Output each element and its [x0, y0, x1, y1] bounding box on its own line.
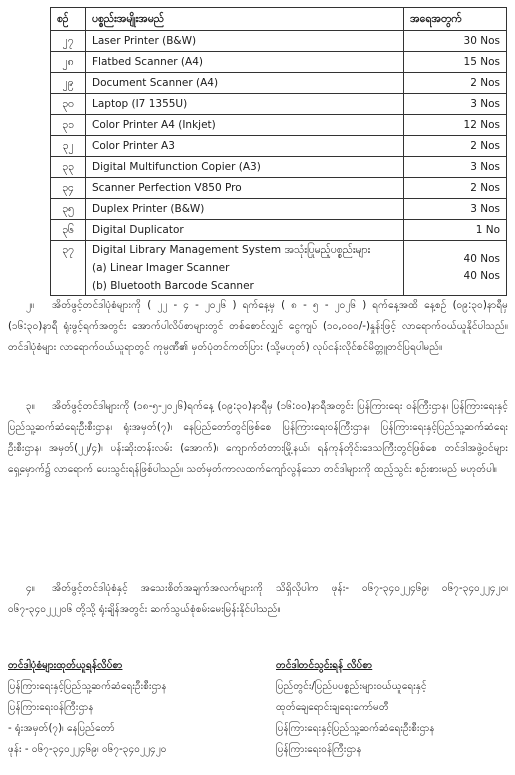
row-item-name: Color Printer A3	[86, 136, 404, 157]
row-serial: ၃၄	[51, 178, 86, 199]
row-quantity: 3 Nos	[404, 157, 507, 178]
row-item-name: Document Scanner (A4)	[86, 73, 404, 94]
footer-purchase-title: တင်ဒါပုံစံများထုတ်ယူရန်လိပ်စာ	[8, 660, 123, 671]
row-serial: ၂၇	[51, 31, 86, 52]
row-serial: ၂၉	[51, 73, 86, 94]
row-serial: ၃၂	[51, 136, 86, 157]
table-row	[51, 52, 507, 73]
paragraph-number: ၂။	[26, 300, 35, 311]
row-quantity-b: 40 Nos	[463, 270, 500, 282]
row-quantity	[404, 241, 507, 296]
row-quantity: 2 Nos	[404, 178, 507, 199]
footer-purchase-line: ဖုန်း - ၀၆၇-၃၄၀၂၂၄၆၉၊ ၀၆၇-၃၄၀၂၂၄၂၀	[8, 744, 167, 755]
row-item-heading: Digital Library Management System အသုံးပြုမည့်ပစ္စည်းများ	[92, 244, 371, 256]
row-serial: ၃၅	[51, 199, 86, 220]
row-item-name: Digital Multifunction Copier (A3)	[86, 157, 404, 178]
paragraph-submission	[8, 396, 508, 480]
row-sub-item-a: (a) Linear Imager Scanner	[92, 262, 230, 274]
footer-submission-line: ပြည်တွင်း/ပြည်ပပစ္စည်းများဝယ်ယူရေးနှင့်	[276, 681, 427, 692]
paragraph-text: အိတ်ဖွင့်တင်ဒါပုံစံများကို ( ၂၂ - ၄ - ၂၀၂၆ ) ရက်နေ့မှ ( ၈ - ၅ - ၂၀၂၆ ) ရက်နေ့အထိ နေ့စဉ် (၀၉:၃၀)နာရီမှ (၁၆:၃၀)နာရီ ရုံးဖွင့်ရက်အတွင်း အောက်ပါလိပ်စာများတွင် တစ်စောင်လျှင် ငွေကျပ် (၁၀,၀၀၀/-)နှုန်းဖြင့် လာရောက်ဝယ်ယူနိုင်ပါသည်။ တင်ဒါပုံစံများ လာရောက်ဝယ်ယူရာတွင် ကုမ္ပဏီ၏ မှတ်ပုံတင်ကတ်ပြား (သို့မဟုတ်) လုပ်ငန်းလိုင်စင်မိတ္တူတင်ပြရပါမည်။	[8, 300, 508, 353]
row-quantity: 2 Nos	[404, 73, 507, 94]
paragraph-sale-period	[8, 295, 508, 358]
row-item-name: Laptop (I7 1355U)	[86, 94, 404, 115]
row-quantity: 3 Nos	[404, 94, 507, 115]
paragraph-number: ၃။	[26, 401, 35, 412]
header-quantity: အရေအတွက်	[404, 8, 507, 31]
row-item-name: Color Printer A4 (Inkjet)	[86, 115, 404, 136]
row-quantity: 1 No	[404, 220, 507, 241]
row-quantity: 3 Nos	[404, 199, 507, 220]
footer-submission-title: တင်ဒါတင်သွင်းရန် လိပ်စာ	[276, 660, 373, 671]
table-row	[51, 31, 507, 52]
equipment-table	[50, 7, 507, 296]
row-quantity: 15 Nos	[404, 52, 507, 73]
paragraph-text: အိတ်ဖွင့်တင်ဒါပုံစံနှင့် အသေးစိတ်အချက်အလက်များကို သိရှိလိုပါက ဖုန်း- ၀၆၇-၃၄၀၂၂၄၆၉၊ ၀၆၇-၃၄၀၂၂၄၂၀၊ ၀၆၇-၃၄၀၂၂၂၀၆ တို့သို့ ရုံးချိန်အတွင်း ဆက်သွယ်စုံစမ်းမေးမြန်းနိုင်ပါသည်။	[8, 583, 508, 615]
row-item-name: Flatbed Scanner (A4)	[86, 52, 404, 73]
row-quantity: 2 Nos	[404, 136, 507, 157]
footer-submission-line: ပြန်ကြားရေးနှင့်ပြည်သူ့ဆက်ဆံရေးဦးစီးဌာန	[276, 723, 435, 734]
footer-purchase-line: ပြန်ကြားရေးနှင့်ပြည်သူ့ဆက်ဆံရေးဦးစီးဌာန	[8, 681, 167, 692]
header-item-name: ပစ္စည်းအမျိုးအမည်	[86, 8, 404, 31]
footer-submission-line: ထုတ်ချေရောင်းချရေးကော်မတီ	[276, 702, 389, 713]
table-row	[51, 220, 507, 241]
header-serial: စဉ်	[51, 8, 86, 31]
table-row	[51, 73, 507, 94]
table-header-row	[51, 8, 507, 31]
paragraph-number: ၄။	[26, 583, 35, 594]
row-serial: ၃၆	[51, 220, 86, 241]
table-row	[51, 178, 507, 199]
footer-purchase-line: ပြန်ကြားရေးဝန်ကြီးဌာန	[8, 702, 94, 713]
row-serial: ၃၇	[51, 241, 86, 296]
row-item-name	[86, 241, 404, 296]
table-row	[51, 136, 507, 157]
table-row	[51, 157, 507, 178]
row-serial: ၂၈	[51, 52, 86, 73]
table-row	[51, 115, 507, 136]
footer-submission-line: ပြန်ကြားရေးဝန်ကြီးဌာန	[276, 744, 362, 755]
table-row	[51, 199, 507, 220]
table-row-library-system	[51, 241, 507, 296]
row-item-name: Digital Duplicator	[86, 220, 404, 241]
row-serial: ၃၃	[51, 157, 86, 178]
footer-submission-address	[276, 655, 511, 760]
row-quantity: 12 Nos	[404, 115, 507, 136]
row-quantity: 30 Nos	[404, 31, 507, 52]
row-sub-item-b: (b) Bluetooth Barcode Scanner	[92, 280, 254, 292]
row-item-name: Duplex Printer (B&W)	[86, 199, 404, 220]
row-item-name: Scanner Perfection V850 Pro	[86, 178, 404, 199]
table-row	[51, 94, 507, 115]
footer-purchase-line: - ရုံးအမှတ်(၇)၊ နေပြည်တော်	[8, 723, 115, 734]
footer-purchase-address	[8, 655, 258, 760]
row-quantity-a: 40 Nos	[463, 253, 500, 265]
row-serial: ၃၁	[51, 115, 86, 136]
row-item-name: Laser Printer (B&W)	[86, 31, 404, 52]
row-serial: ၃၀	[51, 94, 86, 115]
paragraph-contact	[8, 578, 508, 620]
paragraph-text: အိတ်ဖွင့်တင်ဒါများကို (၁၈-၅-၂၀၂၆)ရက်နေ့ (၀၉:၃၀)နာရီမှ (၁၆:၀၀)နာရီအတွင်း ပြန်ကြားရေး ဝန်ကြီးဌာန၊ ပြန်ကြားရေးနှင့်ပြည်သူ့ဆက်ဆံရေးဦးစီးဌာန၊ ရုံးအမှတ်(၇)၊ နေပြည်တော်တွင်ဖြစ်စေ ပြန်ကြားရေးဝန်ကြီးဌာန၊ ပြန်ကြားရေးနှင့်ပြည်သူ့ဆက်ဆံရေးဦးစီးဌာန၊ အမှတ်(၂၂/၄)၊ ပန်းဆိုးတန်းလမ်း (အောက်)၊ ကျောက်တံတားမြို့နယ်၊ ရန်ကုန်တိုင်းဒေသကြီးတွင်ဖြစ်စေ တင်ဒါအဖွဲ့ဝင်များ ရှေ့မှောက်၌ လာရောက် ပေးသွင်းရန်ဖြစ်ပါသည်။ သတ်မှတ်ကာလထက်ကျော်လွန်သော တင်ဒါများကို ထည့်သွင်း စဉ်းစားမည် မဟုတ်ပါ။	[8, 401, 508, 475]
